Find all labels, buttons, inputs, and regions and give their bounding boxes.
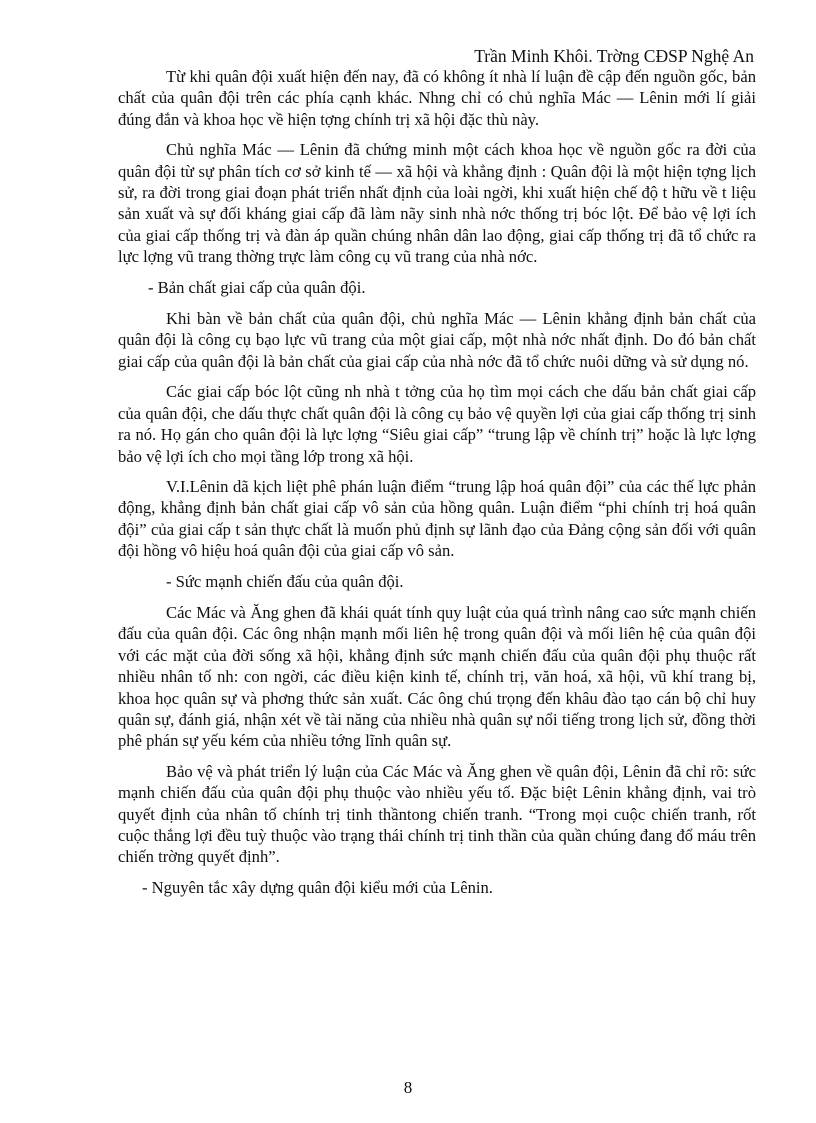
page-number: 8 [403,1078,413,1097]
body-paragraph: Bảo vệ và phát triển lý luận của Các Mác và Ăng ghen về quân đội, Lênin đã chỉ rõ: sức mạnh chiến đấu của quân đội phụ thuộc vào nhiều yếu tố. Đặc biệt Lênin khẳng định, vai trò quyết định của nhân tố chính trị tinh thầntong chiến tranh. “Trong mọi cuộc chiến tranh, rốt cuộc thắng lợi đều tuỳ thuộc vào trạng thái chính trị tinh thần của quần chúng đang đổ máu trên chiến trờng quyết định”. [118,761,756,867]
body-paragraph: V.I.Lênin dã kịch liệt phê phán luận điểm “trung lập hoá quân đội” của các thế lực phản động, khẳng định bản chất giai cấp vô sản của hồng quân. Luận điểm “phi chính trị hoá quân đội” của giai cấp t sản thực chất là muốn phủ định sự lãnh đạo của Đảng cộng sản đối với quân đội hồng vô hiệu hoá quân đội của giai cấp vô sản. [118,476,756,561]
body-paragraph: Khi bàn về bản chất của quân đội, chủ nghĩa Mác — Lênin khẳng định bản chất của quân đội là công cụ bạo lực vũ trang của một giai cấp, một nhà nớc nhất định. Do đó bản chất giai cấp của quân đội là bản chất của giai cấp của nhà nớc đã tổ chức nuôi dững và sử dụng nó. [118,309,756,371]
page-header: Trần Minh Khôi. Trờng CĐSP Nghệ An [474,46,754,66]
section-heading: - Sức mạnh chiến đấu của quân đội. [166,571,404,591]
section-heading: - Nguyên tắc xây dựng quân đội kiểu mới của Lênin. [142,877,493,897]
page-body [118,66,756,907]
section-heading: - Bản chất giai cấp của quân đội. [148,277,366,297]
body-paragraph: Các Mác và Ăng ghen đã khái quát tính quy luật của quá trình nâng cao sức mạnh chiến đấu của quân đội. Các ông nhận mạnh mối liên hệ trong quân đội và mối liên hệ của quân đội với các mặt của đời sống xã hội, khẳng định sức mạnh chiến đấu của quân đội phụ thuộc rất nhiều nhân tố nh: con ngời, các điều kiện kinh tế, chính trị, văn hoá, xã hội, vũ khí trang bị, khoa học quân sự và phơng thức sản xuất. Các ông chú trọng đến khâu đào tạo cán bộ chỉ huy quân sự, đánh giá, nhận xét về tài năng của nhiều nhà quân sự nổi tiếng trong lịch sử, đồng thời phê phán sự yếu kém của nhiều tớng lĩnh quân sự. [118,602,756,751]
body-paragraph: Chủ nghĩa Mác — Lênin đã chứng minh một cách khoa học về nguồn gốc ra đời của quân đội từ sự phân tích cơ sở kinh tế — xã hội và khẳng định : Quân đội là một hiện tợng lịch sử, ra đời trong giai đoạn phát triển nhất định của loài ngời, khi xuất hiện chế độ t hữu về t liệu sản xuất và sự đối kháng giai cấp đã làm nãy sinh nhà nớc thống trị bóc lột. Để bảo vệ lợi ích của giai cấp thống trị và đàn áp quần chúng nhân dân lao động, giai cấp thống trị đã tổ chức ra lực lợng vũ trang thờng trực làm công cụ vũ trang của nhà nớc. [118,140,756,267]
body-paragraph: Từ khi quân đội xuất hiện đến nay, đã có không ít nhà lí luận đề cập đến nguồn gốc, bản chất của quân đội trên các phía cạnh khác. Nhng chỉ có chủ nghĩa Mác — Lênin mới lí giải đúng đắn và khoa học về hiện tợng chính trị xã hội đặc thù này. [118,67,756,129]
body-paragraph: Các giai cấp bóc lột cũng nh nhà t tởng của họ tìm mọi cách che dấu bản chất giai cấp của quân đội, che dấu thực chất quân đội là công cụ bảo vệ quyền lợi của giai cấp thống trị sinh ra nó. Họ gán cho quân đội là lực lợng “Siêu giai cấp” “trung lập về chính trị” hoặc là lực lợng bảo vệ lợi ích cho mọi tầng lớp trong xã hội. [118,382,756,466]
